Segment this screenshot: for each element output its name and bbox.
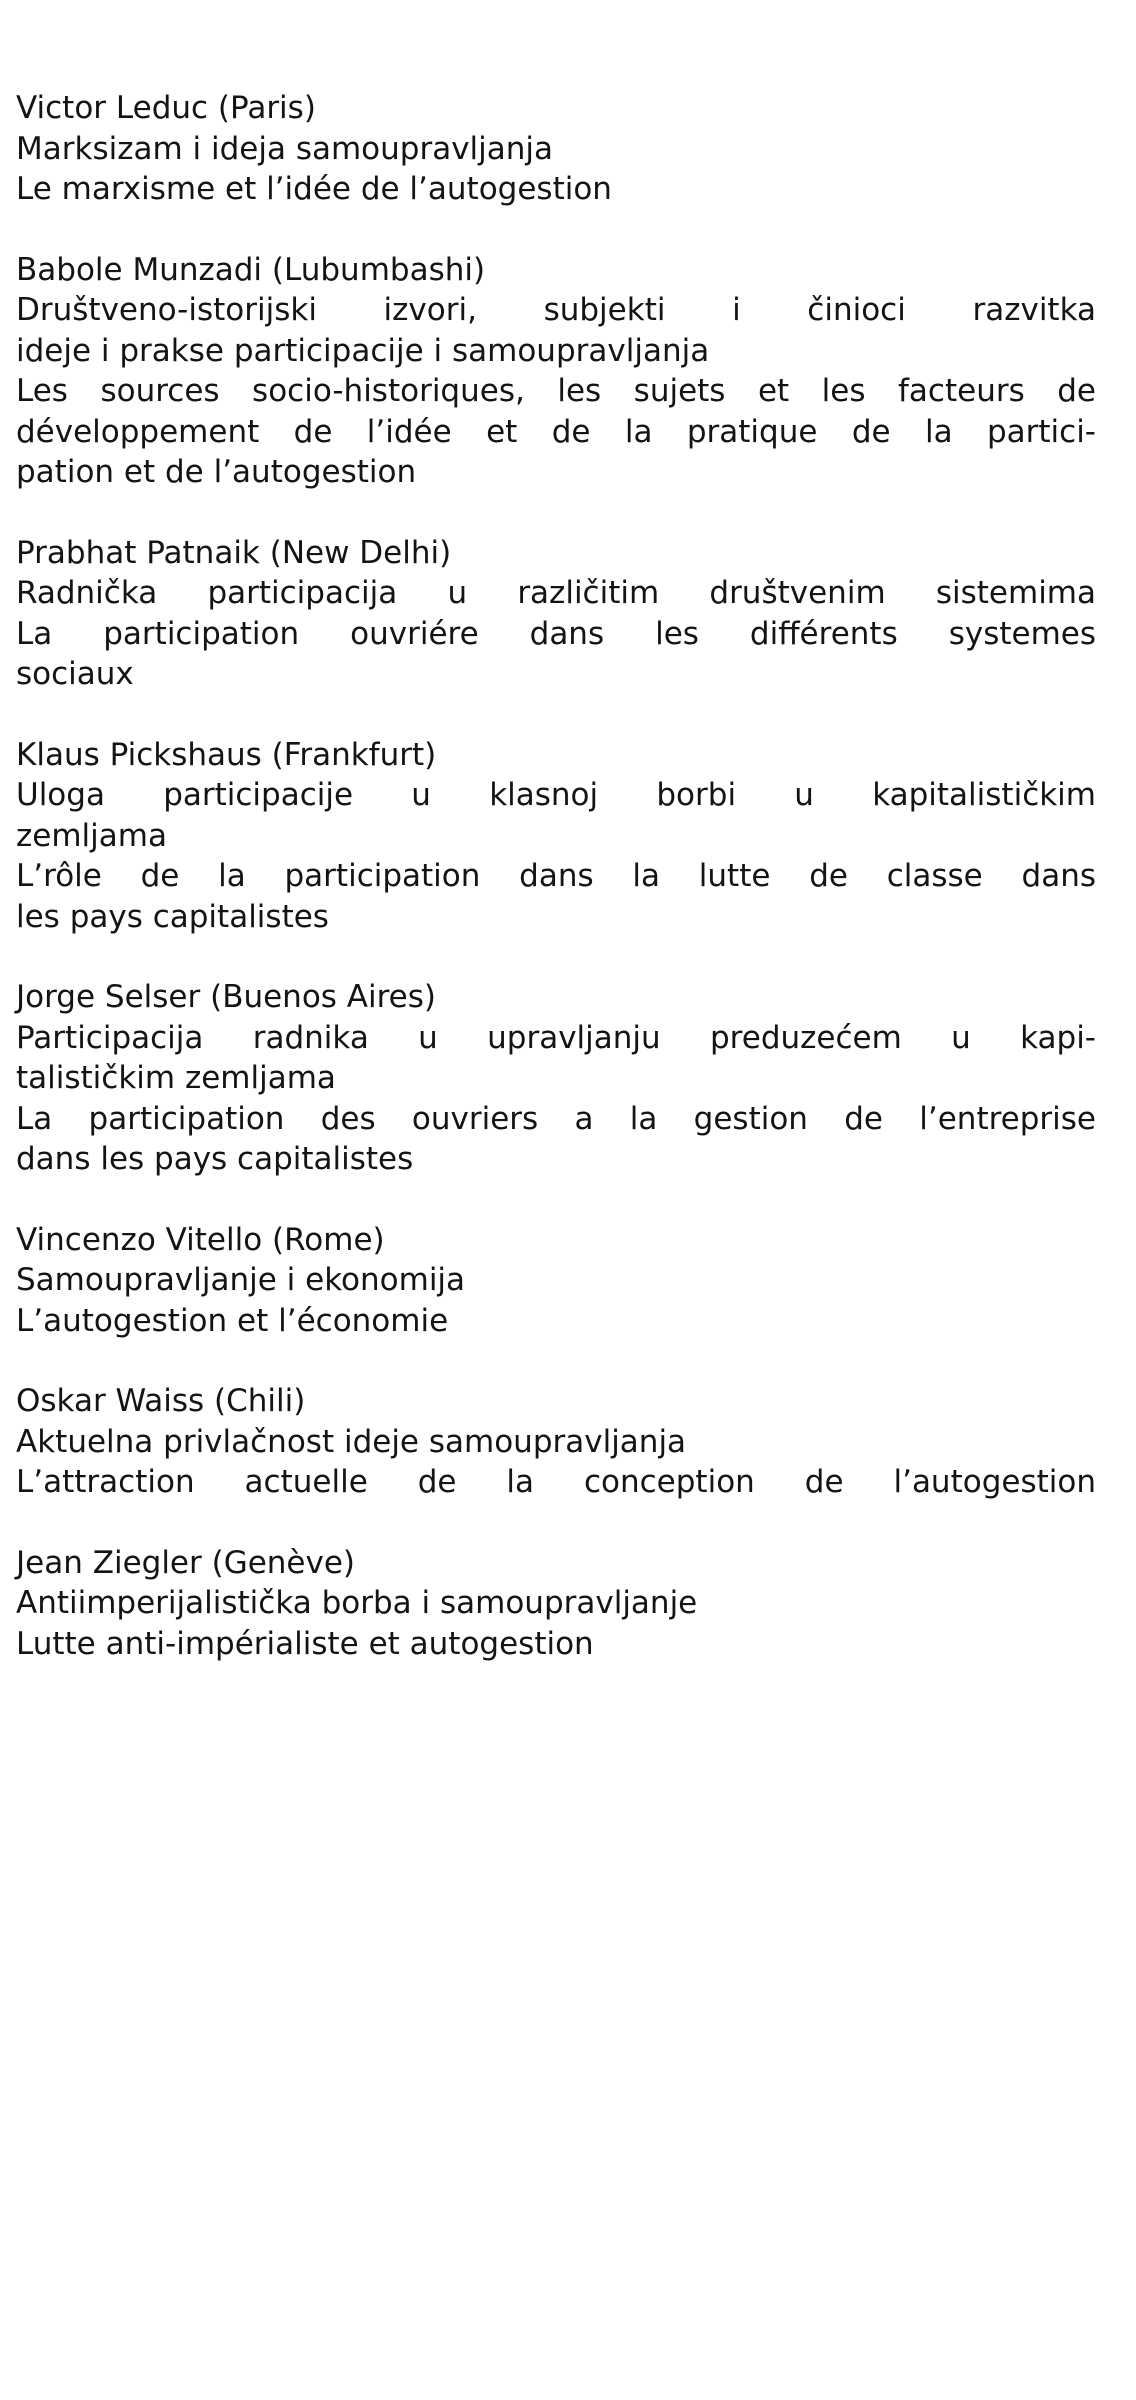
- author-name: Victor Leduc (Paris): [16, 90, 316, 126]
- title-serbo-croatian-line-2: talističkim zemljama: [16, 1060, 336, 1096]
- author-name: Oskar Waiss (Chili): [16, 1383, 306, 1419]
- entry-leduc: [16, 88, 1096, 210]
- entry-pickshaus: [16, 735, 1096, 938]
- title-serbo-croatian-line-2: ideje i prakse participacije i samoupravljanja: [16, 332, 710, 369]
- entry-patnaik: [16, 533, 1096, 695]
- title-serbo-croatian-line-2: zemljama: [16, 817, 167, 854]
- title-french-line-2: les pays capitalistes: [16, 898, 329, 935]
- title-serbo-croatian-line-1: Uloga participacije u klasnoj borbi u kapitalističkim: [16, 777, 1096, 813]
- title-french-line-1: La participation des ouvriers a la gestion de l’entreprise: [16, 1100, 1096, 1137]
- title-french: L’attraction actuelle de la conception de l’autogestion: [16, 1464, 1096, 1500]
- title-serbo-croatian: Marksizam i ideja samoupravljanja: [16, 130, 554, 167]
- title-french: Lutte anti-impérialiste et autogestion: [16, 1625, 594, 1662]
- title-french: Le marxisme et l’idée de l’autogestion: [16, 171, 612, 207]
- title-french: L’autogestion et l’économie: [16, 1302, 449, 1339]
- entry-munzadi: [16, 250, 1096, 493]
- author-name: Vincenzo Vitello (Rome): [16, 1221, 385, 1258]
- entry-ziegler: [16, 1543, 1096, 1665]
- title-serbo-croatian-line-1: Participacija radnika u upravljanju preduzećem u kapi-: [16, 1019, 1096, 1056]
- contributors-list: [16, 88, 1096, 1704]
- title-serbo-croatian-line-1: Društveno-istorijski izvori, subjekti i činioci razvitka: [16, 292, 1096, 328]
- title-french-line-2: sociaux: [16, 656, 134, 692]
- entry-vitello: [16, 1220, 1096, 1342]
- author-name: Prabhat Patnaik (New Delhi): [16, 534, 452, 571]
- title-serbo-croatian: Samoupravljanje i ekonomija: [16, 1262, 466, 1298]
- author-name: Jorge Selser (Buenos Aires): [16, 979, 436, 1015]
- title-french-line-3: pation et de l’autogestion: [16, 454, 417, 490]
- entry-selser: [16, 977, 1096, 1180]
- title-french-line-1: L’rôle de la participation dans la lutte de classe dans: [16, 858, 1096, 894]
- title-serbo-croatian: Radnička participacija u različitim društvenim sistemima: [16, 575, 1096, 611]
- title-serbo-croatian: Antiimperijalistička borba i samoupravljanje: [16, 1585, 698, 1621]
- entry-waiss: [16, 1381, 1096, 1503]
- author-name: Klaus Pickshaus (Frankfurt): [16, 736, 437, 773]
- title-serbo-croatian: Aktuelna privlačnost ideje samoupravljanja: [16, 1423, 687, 1460]
- title-french-line-2: développement de l’idée et de la pratique de la partici-: [16, 413, 1096, 450]
- author-name: Jean Ziegler (Genève): [16, 1544, 356, 1581]
- title-french-line-1: Les sources socio-historiques, les sujets et les facteurs de: [16, 373, 1096, 409]
- author-name: Babole Munzadi (Lubumbashi): [16, 251, 486, 288]
- title-french-line-2: dans les pays capitalistes: [16, 1141, 414, 1177]
- title-french-line-1: La participation ouvriére dans les différents systemes: [16, 615, 1096, 652]
